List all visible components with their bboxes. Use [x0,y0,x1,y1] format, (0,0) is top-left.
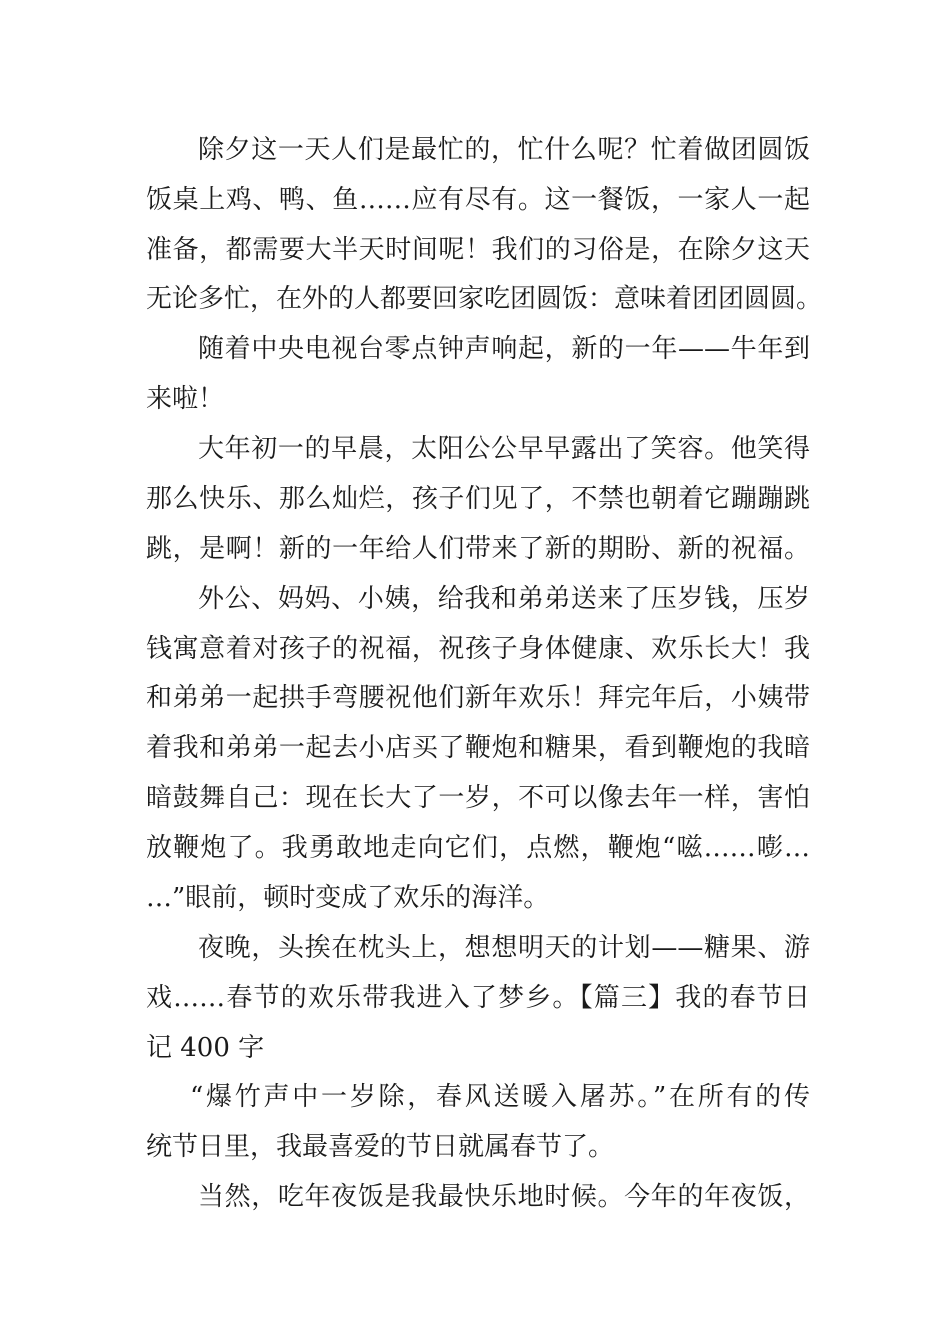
text-line: 无论多忙，在外的人都要回家吃团圆饭：意味着团团圆圆。 [146,284,823,314]
text-line: 和弟弟一起拱手弯腰祝他们新年欢乐！拜完年后，小姨带 [146,683,810,713]
text-line: 戏……春节的欢乐带我进入了梦乡。【篇三】我的春节日 [146,983,810,1013]
text-line: 放鞭炮了。我勇敢地走向它们，点燃，鞭炮“嗞……嘭… [146,833,810,863]
text-line: 准备，都需要大半天时间呢！我们的习俗是，在除夕这天 [146,235,810,265]
text-line: 大年初一的早晨，太阳公公早早露出了笑容。他笑得 [198,434,810,464]
text-line: 那么快乐、那么灿烂，孩子们见了，不禁也朝着它蹦蹦跳 [146,484,810,514]
text-line: 暗鼓舞自己：现在长大了一岁，不可以像去年一样，害怕 [146,783,810,813]
text-line: …”眼前，顿时变成了欢乐的海洋。 [146,883,550,913]
text-line: “爆竹声中一岁除，春风送暖入屠苏。”在所有的传 [190,1082,810,1112]
text-line: 记 400 字 [146,1033,265,1063]
text-line: 外公、妈妈、小姨，给我和弟弟送来了压岁钱，压岁 [198,584,810,614]
text-line: 随着中央电视台零点钟声响起，新的一年——牛年到 [198,334,810,364]
text-line: 除夕这一天人们是最忙的，忙什么呢？忙着做团圆饭 [198,135,810,165]
text-line: 统节日里，我最喜爱的节日就属春节了。 [146,1132,615,1162]
text-line: 饭桌上鸡、鸭、鱼……应有尽有。这一餐饭，一家人一起 [146,185,810,215]
text-line: 钱寓意着对孩子的祝福，祝孩子身体健康、欢乐长大！我 [146,634,810,664]
text-line: 当然，吃年夜饭是我最快乐地时候。今年的年夜饭， [198,1182,810,1212]
text-line: 跳，是啊！新的一年给人们带来了新的期盼、新的祝福。 [146,534,810,564]
text-line: 夜晚，头挨在枕头上，想想明天的计划——糖果、游 [198,933,810,963]
text-line: 来啦！ [146,384,225,414]
text-line: 着我和弟弟一起去小店买了鞭炮和糖果，看到鞭炮的我暗 [146,733,810,763]
